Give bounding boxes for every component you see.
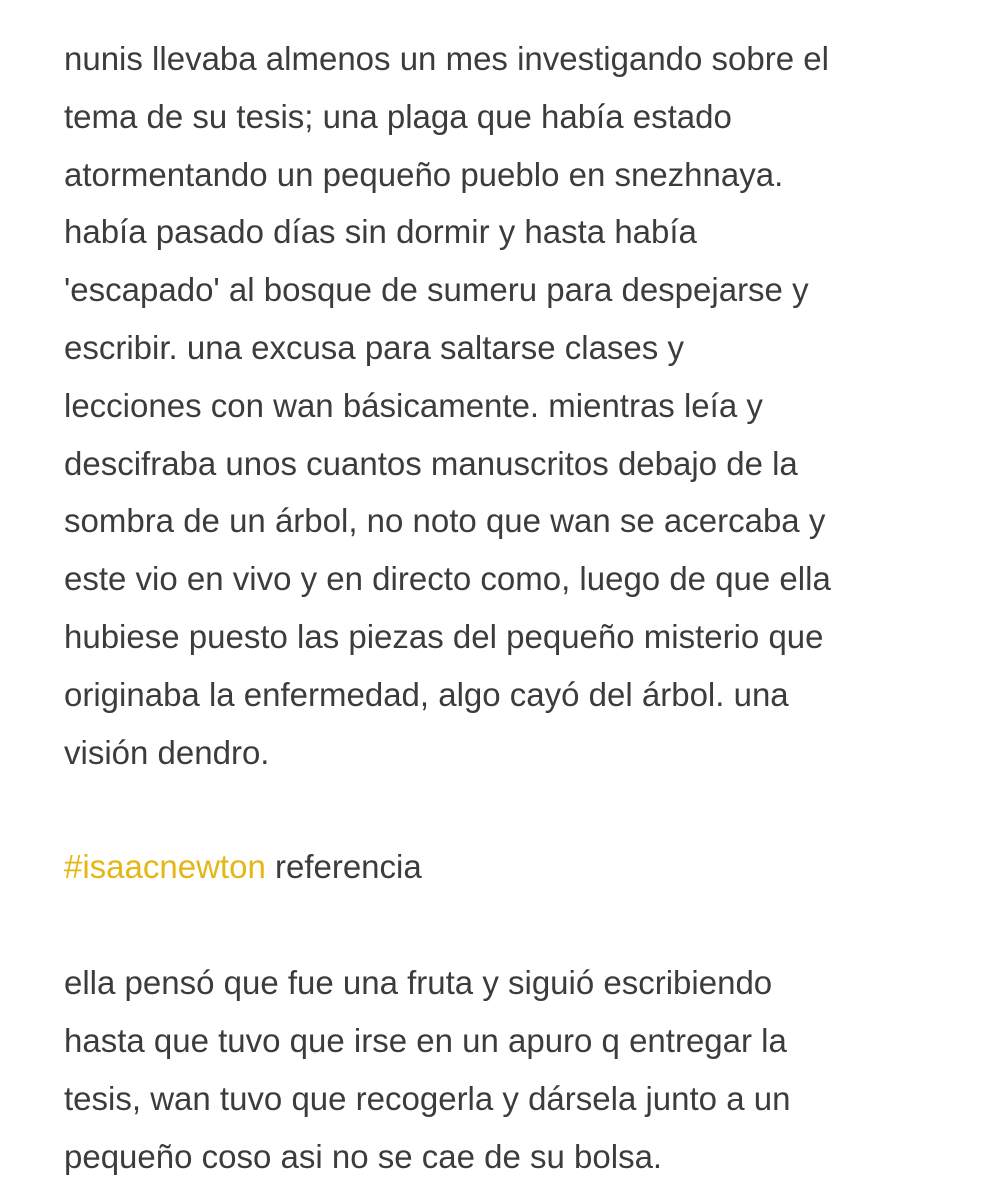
paragraph-story-intro <box>64 30 964 781</box>
text-line: este vio en vivo y en directo como, luego de que ella <box>64 560 831 598</box>
paragraph-gap <box>64 896 964 954</box>
text-line: pequeño coso asi no se cae de su bolsa. <box>64 1137 663 1175</box>
hashtag-caption: referencia <box>265 848 422 886</box>
text-line: ella pensó que fue una fruta y siguió escribiendo <box>64 964 773 1002</box>
text-line: tesis, wan tuvo que recogerla y dársela junto a un <box>64 1079 791 1117</box>
text-line: visión dendro. <box>64 733 270 771</box>
paragraph-story-outro <box>64 954 964 1185</box>
text-line: lecciones con wan básicamente. mientras leía y <box>64 386 763 424</box>
text-line: 'escapado' al bosque de sumeru para despejarse y <box>64 271 809 309</box>
text-line: atormentando un pequeño pueblo en snezhnaya. <box>64 155 784 193</box>
text-line: originaba la enfermedad, algo cayó del árbol. una <box>64 675 789 713</box>
hashtag-paragraph <box>64 838 964 896</box>
note-body[interactable] <box>64 30 964 1185</box>
text-line: tema de su tesis; una plaga que había estado <box>64 97 732 135</box>
hashtag-link[interactable]: #isaacnewton <box>64 848 266 886</box>
text-line: descifraba unos cuantos manuscritos debajo de la <box>64 444 798 482</box>
paragraph-gap <box>64 781 964 838</box>
text-line: hasta que tuvo que irse en un apuro q entregar la <box>64 1021 787 1059</box>
text-line: sombra de un árbol, no noto que wan se acercaba y <box>64 502 826 540</box>
text-line: escribir. una excusa para saltarse clases y <box>64 328 684 366</box>
text-line: hubiese puesto las piezas del pequeño misterio que <box>64 617 824 655</box>
text-line: nunis llevaba almenos un mes investigando sobre el <box>64 40 829 77</box>
text-line: había pasado días sin dormir y hasta había <box>64 213 697 251</box>
